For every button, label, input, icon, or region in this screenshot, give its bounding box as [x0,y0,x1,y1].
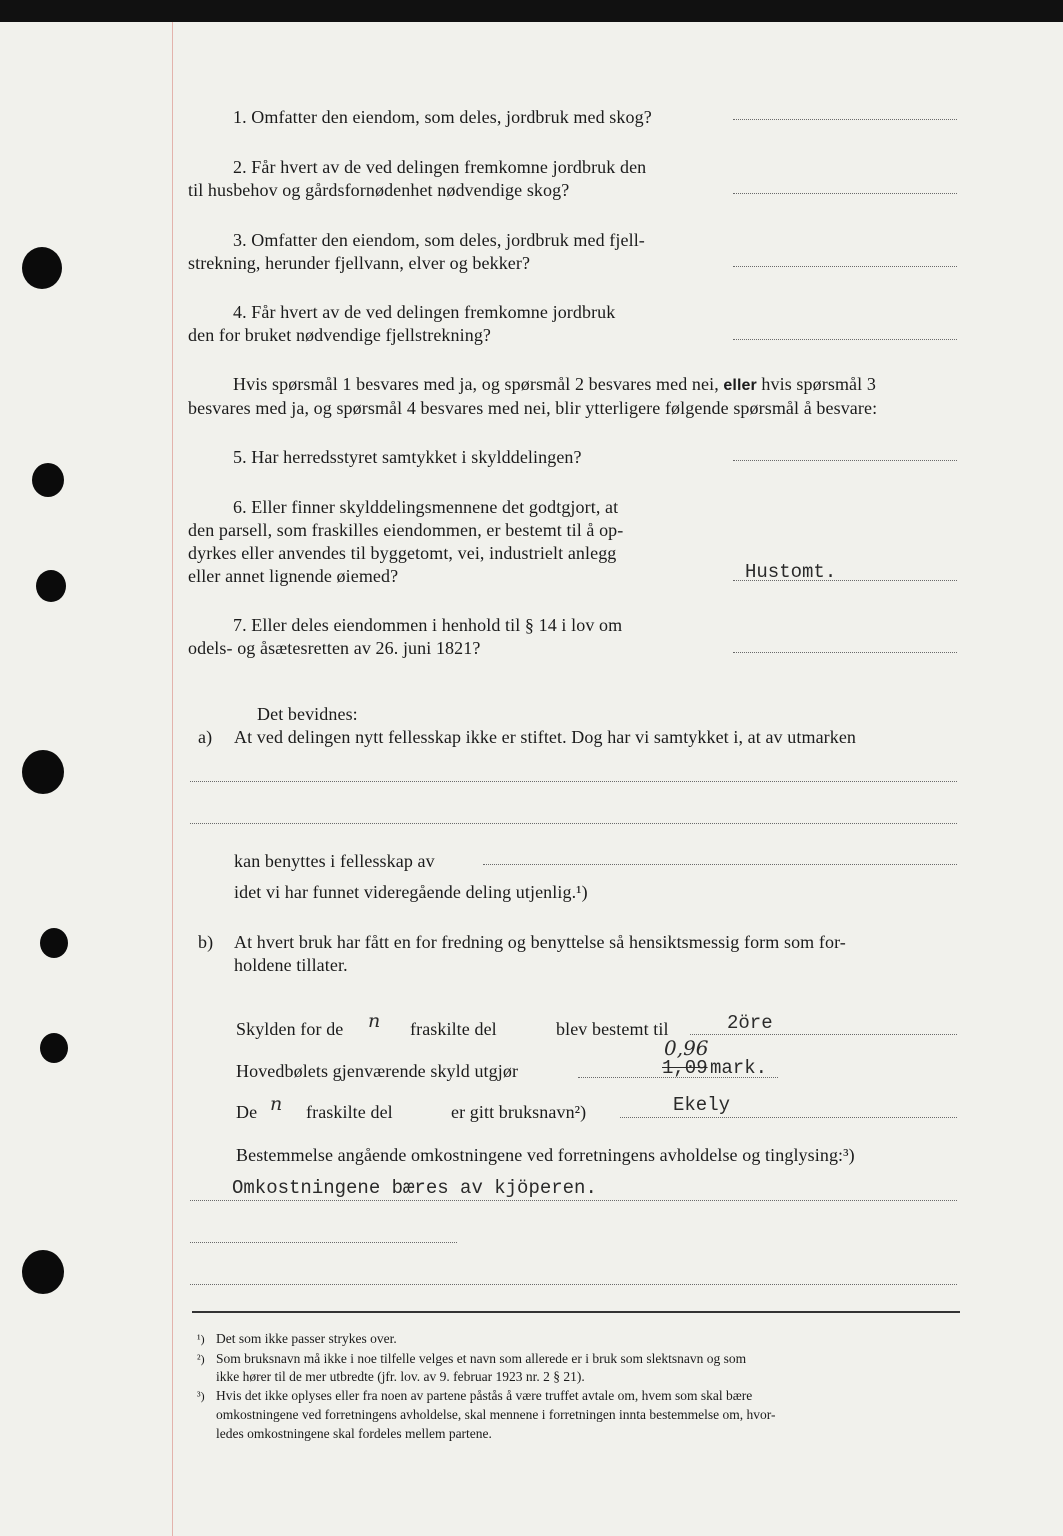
question-6-line-3: dyrkes eller anvendes til byggetomt, vei, industrielt anlegg [188,543,617,563]
condition-line-1 [233,373,876,397]
question-2-line-1: 2. Får hvert av de ved delingen fremkomne jordbruk den [233,157,647,177]
scan-top-border [0,0,1063,22]
hovedbol-correction-handwritten: 0,96 [664,1036,709,1060]
bruksnavn-value-typed: Ekely [673,1094,731,1116]
punch-hole [40,928,68,958]
question-4-line-2: den for bruket nødvendige fjellstrekning? [188,325,492,345]
footnote-2-line-2: ikke hører til de mer utbredte (jfr. lov. av 9. februar 1923 nr. 2 § 21). [216,1369,585,1384]
hovedbol-unit-typed: mark. [710,1057,768,1079]
section-b-marker: b) [198,932,214,952]
footnote-rule [192,1311,960,1313]
condition-line-2: besvares med ja, og spørsmål 4 besvares med nei, blir ytterligere følgende spørsmål å besvare: [188,398,878,418]
question-6-line-4: eller annet lignende øiemed? [188,566,399,586]
punch-hole [40,1033,68,1063]
blank-line-b2 [190,1242,457,1243]
condition-text-b: hvis spørsmål 3 [756,374,876,394]
bruksnavn-line [620,1117,957,1118]
answer-q6-typed: Hustomt. [745,561,837,583]
bevidnes-heading: Det bevidnes: [257,704,358,724]
question-4-line-1: 4. Får hvert av de ved delingen fremkomne jordbruk [233,302,616,322]
skylden-blev-bestemt: blev bestemt til [556,1019,669,1039]
footnote-3-line-3: ledes omkostningene skal fordeles mellem partene. [216,1426,492,1441]
skylden-value-typed: 2öre [727,1012,773,1034]
footnote-2-marker: ²) [197,1352,205,1366]
question-7-line-1: 7. Eller deles eiendommen i henhold til § 14 i lov om [233,615,623,635]
answer-line-q2 [733,193,957,194]
punch-hole [22,1250,64,1294]
blank-line-a1 [190,781,957,782]
hovedbol-struck-value: 1,09 [662,1057,708,1079]
condition-bold-eller: eller [723,377,757,394]
question-3-line-1: 3. Omfatter den eiendom, som deles, jordbruk med fjell- [233,230,645,250]
question-5: 5. Har herredsstyret samtykket i skylddelingen? [233,447,582,467]
answer-line-q3 [733,266,957,267]
punch-hole [36,570,66,602]
answer-line-q1 [733,119,957,120]
answer-line-q6 [733,580,957,581]
section-a-text: At ved delingen nytt fellesskap ikke er stiftet. Dog har vi samtykket i, at av utmarken [234,727,857,747]
punch-hole [22,750,64,794]
answer-line-q7 [733,652,957,653]
bruksnavn-n-handwritten: n [270,1093,283,1115]
footnote-3-marker: ³) [197,1389,205,1403]
skylden-fraskilte-del: fraskilte del [410,1019,497,1039]
blank-line-b3 [190,1284,957,1285]
bruksnavn-de: De [236,1102,258,1122]
skylden-n-handwritten: n [368,1010,381,1032]
punch-hole [22,247,62,289]
bruksnavn-label: er gitt bruksnavn²) [451,1102,587,1122]
section-a-line-3: idet vi har funnet videregående deling utjenlig.¹) [234,882,588,902]
footnote-2-line-1: Som bruksnavn må ikke i noe tilfelle velges et navn som allerede er i bruk som slektsnavn og som [216,1351,747,1366]
punch-hole [32,463,64,497]
answer-line-q5 [733,460,957,461]
footnote-1-marker: ¹) [197,1332,205,1346]
answer-line-q4 [733,339,957,340]
section-a-line-2: kan benyttes i fellesskap av [234,851,435,871]
section-b-text: At hvert bruk har fått en for fredning og benyttelse så hensiktsmessig form som for- [234,932,846,952]
skylden-line [690,1034,957,1035]
footnote-3-line-1: Hvis det ikke oplyses eller fra noen av partene påstås å være truffet avtale om, hvem som skal bære [216,1388,753,1403]
question-6-line-1: 6. Eller finner skylddelingsmennene det godtgjort, at [233,497,619,517]
skylden-label: Skylden for de [236,1019,344,1039]
question-3-line-2: strekning, herunder fjellvann, elver og bekker? [188,253,531,273]
margin-line [172,22,173,1536]
hovedbol-label: Hovedbølets gjenværende skyld utgjør [236,1061,519,1081]
question-1: 1. Omfatter den eiendom, som deles, jordbruk med skog? [233,107,652,127]
bruksnavn-fraskilte-del: fraskilte del [306,1102,393,1122]
question-7-line-2: odels- og åsætesretten av 26. juni 1821? [188,638,481,658]
footnote-3-line-2: omkostningene ved forretningens avholdelse, skal mennene i forretningen innta bestemmelse om, hvor- [216,1407,776,1422]
blank-line-b1 [190,1200,957,1201]
section-a-marker: a) [198,727,213,747]
section-b-line-2: holdene tillater. [234,955,348,975]
question-2-line-2: til husbehov og gårdsfornødenhet nødvendige skog? [188,180,570,200]
question-6-line-2: den parsell, som fraskilles eiendommen, er bestemt til å op- [188,520,624,540]
blank-line-fellesskap [483,864,957,865]
bestemmelse-label: Bestemmelse angående omkostningene ved forretningens avholdelse og tinglysing:³) [236,1145,855,1165]
bestemmelse-answer-typed: Omkostningene bæres av kjöperen. [232,1177,597,1199]
footnote-1: Det som ikke passer strykes over. [216,1331,397,1346]
condition-text-a: Hvis spørsmål 1 besvares med ja, og spørsmål 2 besvares med nei, [233,374,724,394]
blank-line-a2 [190,823,957,824]
